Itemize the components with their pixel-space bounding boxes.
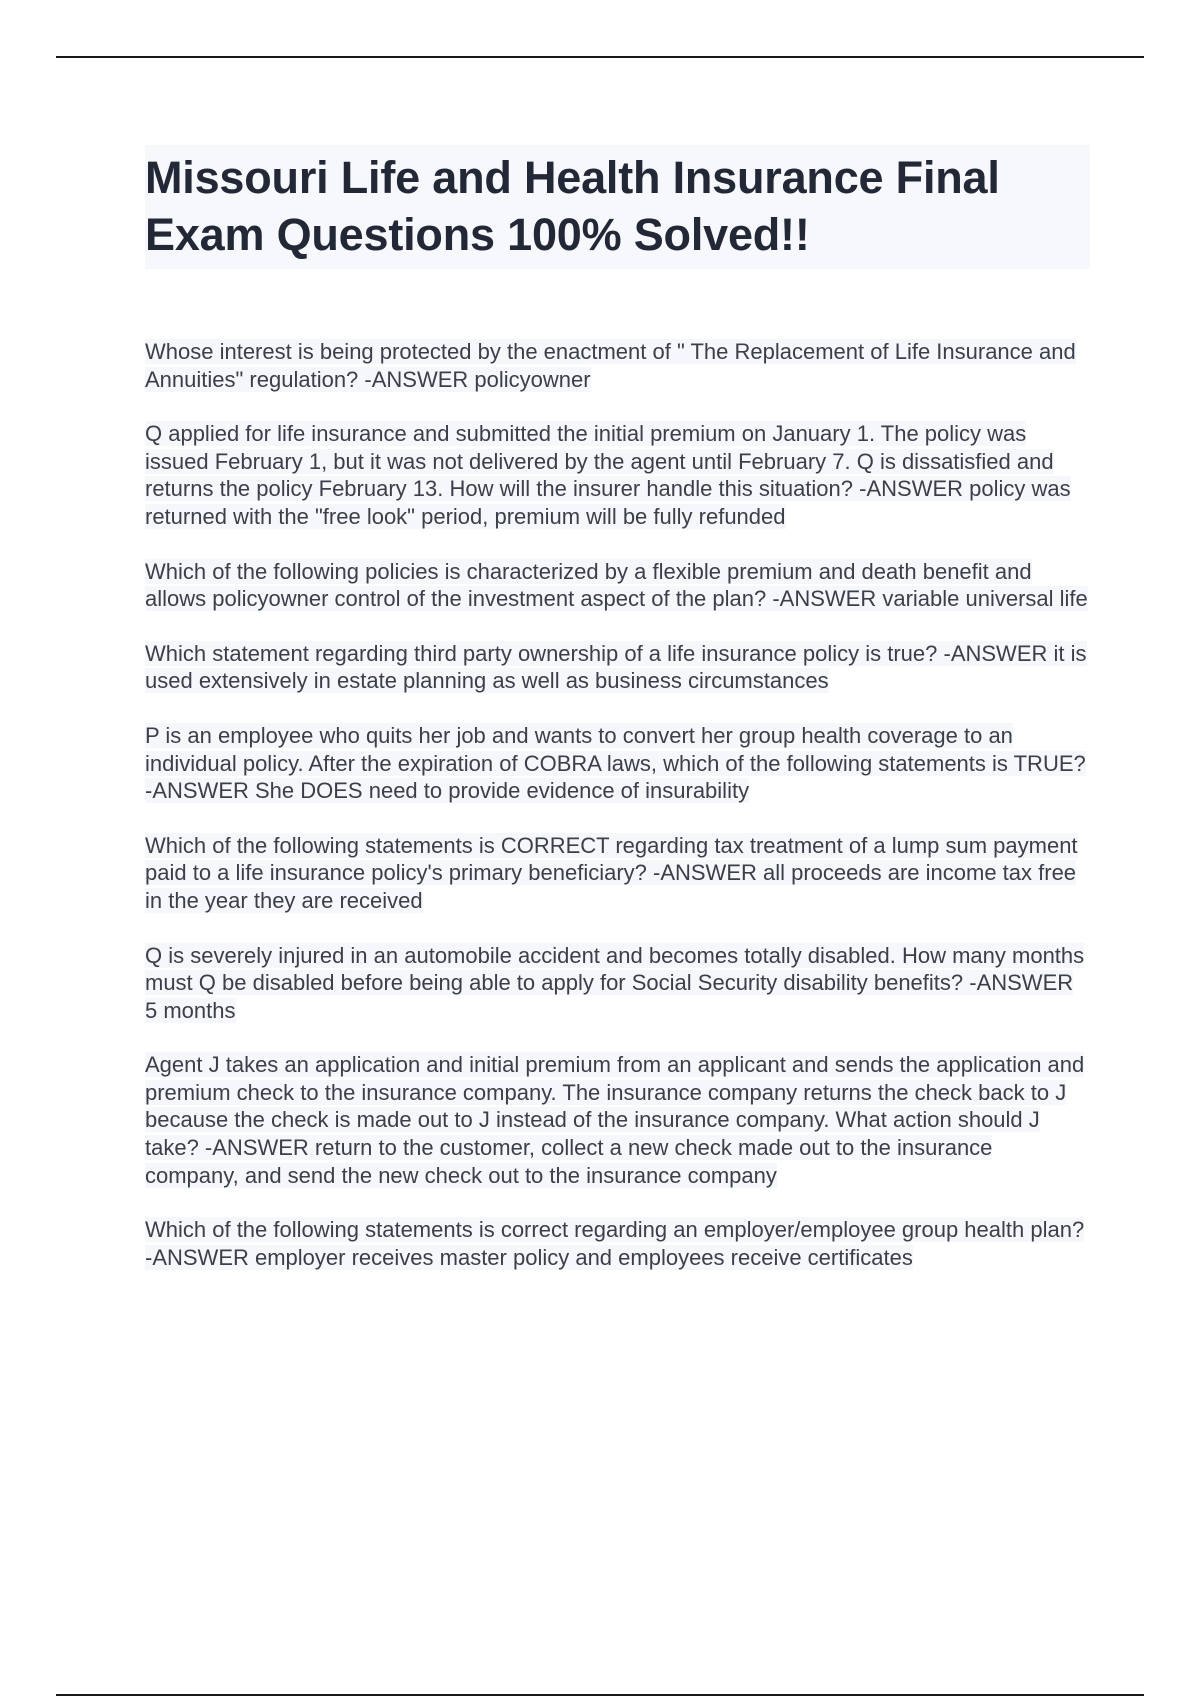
qa-item [145,1051,1090,1189]
qa-text: Which of the following policies is characterized by a flexible premium and death benefit and allows policyowner control of the investment aspect of the plan? -ANSWER variable universal life [145,558,1088,612]
qa-text: Which of the following statements is correct regarding an employer/employee group health plan? -ANSWER employer receives master policy and employees receive certificates [145,1217,1085,1270]
qa-text: Which statement regarding third party ownership of a life insurance policy is true? -ANSWER it is used extensively in estate planning as well as business circumstances [145,640,1087,694]
qa-item [145,832,1090,915]
qa-item [145,338,1090,393]
top-divider [56,56,1144,58]
qa-text: Whose interest is being protected by the enactment of " The Replacement of Life Insurance and Annuities" regulation? -ANSWER policyowner [145,339,1076,392]
bottom-divider [56,1694,1144,1696]
qa-text: Q is severely injured in an automobile accident and becomes totally disabled. How many months must Q be disabled before being able to apply for Social Security disability benefits? -ANSWER 5 months [145,942,1085,1023]
qa-item [145,420,1090,530]
qa-text: P is an employee who quits her job and wants to convert her group health coverage to an individual policy. After the expiration of COBRA laws, which of the following statements is TRUE? -ANSWER She DOES need to provide evidence of insurability [145,722,1086,804]
question-answer-list [145,338,1090,1298]
qa-text: Which of the following statements is CORRECT regarding tax treatment of a lump sum payment paid to a life insurance policy's primary beneficiary? -ANSWER all proceeds are income tax free in the year they are received [145,832,1078,913]
page-title [145,149,1090,263]
qa-item [145,722,1090,805]
title-block [145,145,1090,269]
qa-item [145,942,1090,1025]
qa-text: Agent J takes an application and initial premium from an applicant and sends the application and premium check to the insurance company. The insurance company returns the check back to J because the check is made out to J instead of the insurance company. What action should J take? -ANSWER return to the customer, collect a new check made out to the insurance company, and send the new check out to the insurance company [145,1052,1085,1188]
qa-item [145,640,1090,695]
title-line-1: Missouri Life and Health Insurance Final [145,152,1000,203]
qa-item [145,558,1090,613]
qa-text: Q applied for life insurance and submitted the initial premium on January 1. The policy was issued February 1, but it was not delivered by the agent until February 7. Q is dissatisfied and returns the policy February 13. How will the insurer handle this situation? -ANSWER policy was returned with the "free look" period, premium will be fully refunded [145,421,1071,529]
title-line-2: Exam Questions 100% Solved!! [145,209,810,260]
qa-item [145,1216,1090,1271]
